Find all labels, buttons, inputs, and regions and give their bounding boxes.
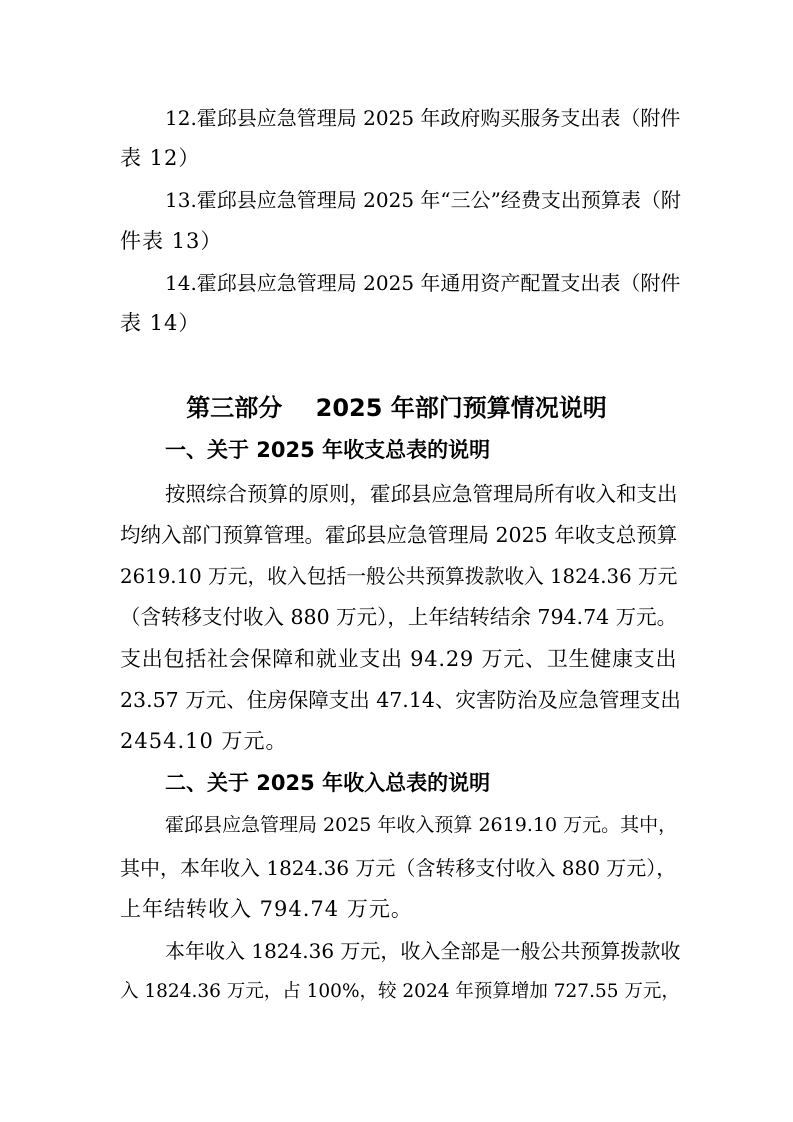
attachment-14-line1: 14.霍邱县应急管理局 2025 年通用资产配置支出表（附件 (165, 271, 681, 295)
section1-line: 23.57 万元、住房保障支出 47.14、灾害防治及应急管理支出 (120, 688, 681, 712)
part-title: 第三部分 2025 年部门预算情况说明 (186, 394, 607, 422)
section2-line: 上年结转收入 794.74 万元。 (120, 897, 413, 921)
section2-line: 本年收入 1824.36 万元，收入全部是一般公共预算拨款收 (165, 939, 681, 963)
attachment-13-line1: 13.霍邱县应急管理局 2025 年“三公”经费支出预算表（附 (165, 188, 681, 212)
section2-line: 霍邱县应急管理局 2025 年收入预算 2619.10 万元。其中， (165, 814, 678, 836)
section2-heading: 二、关于 2025 年收入总表的说明 (165, 771, 491, 795)
attachment-12-line1: 12.霍邱县应急管理局 2025 年政府购买服务支出表（附件 (165, 106, 681, 130)
section1-line: 2454.10 万元。 (120, 729, 288, 753)
section1-heading: 一、关于 2025 年收支总表的说明 (165, 438, 491, 462)
section1-line: 均纳入部门预算管理。霍邱县应急管理局 2025 年收支总预算 (120, 523, 678, 547)
attachment-12-line2: 表 12） (120, 146, 201, 170)
section2-line: 其中，本年收入 1824.36 万元（含转移支付收入 880 万元）， (120, 856, 677, 880)
attachment-14-line2: 表 14） (120, 311, 201, 335)
section1-line: 按照综合预算的原则，霍邱县应急管理局所有收入和支出 (165, 482, 678, 506)
section2-line: 入 1824.36 万元，占 100%，较 2024 年预算增加 727.55 万元， (120, 981, 680, 1002)
section1-line: （含转移支付收入 880 万元），上年结转结余 794.74 万元。 (120, 605, 678, 629)
attachment-13-line2: 件表 13） (120, 229, 223, 253)
section1-line: 2619.10 万元，收入包括一般公共预算拨款收入 1824.36 万元 (120, 565, 678, 588)
section1-line: 支出包括社会保障和就业支出 94.29 万元、卫生健康支出 (120, 647, 678, 671)
